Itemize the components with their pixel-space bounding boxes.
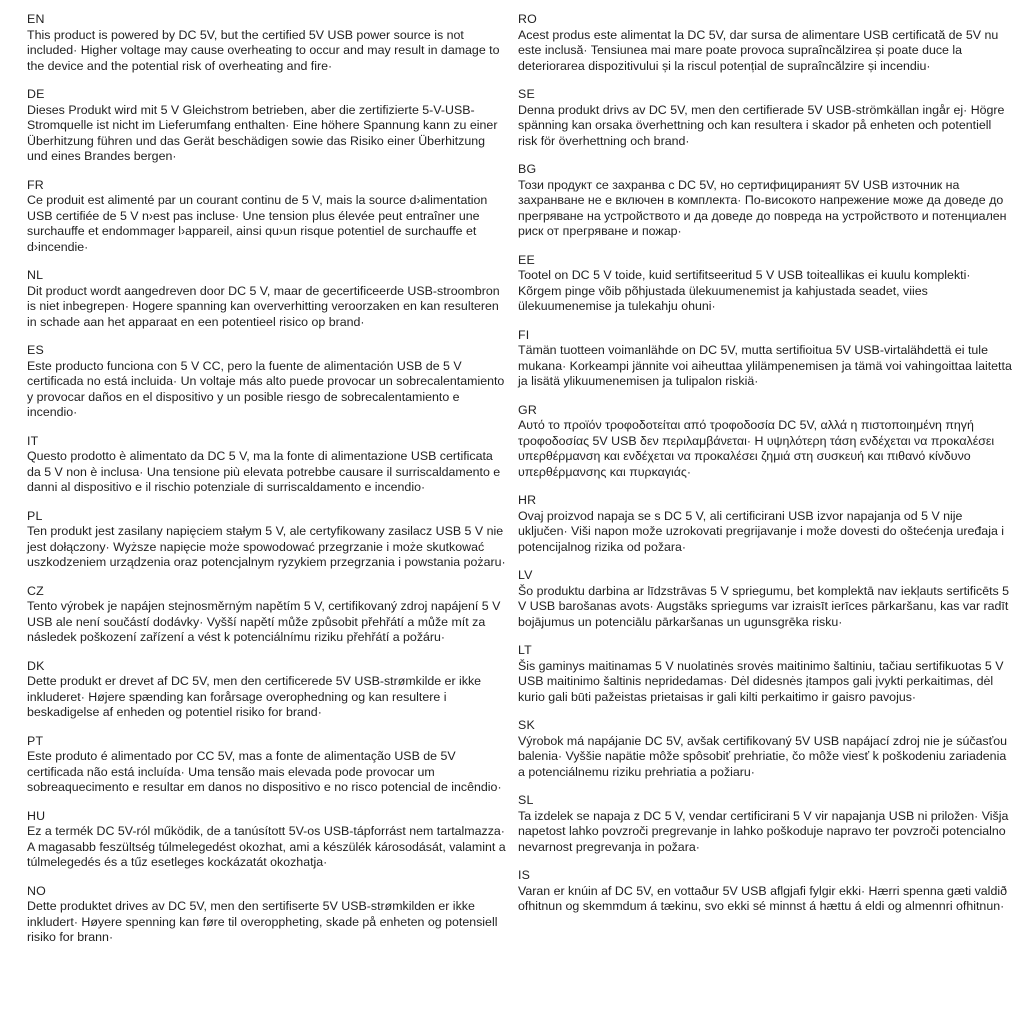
language-text: Αυτό το προϊόν τροφοδοτείται από τροφοδοσία DC 5V, αλλά η πιστοποιημένη πηγή τροφοδοσίας 5V USB δεν περιλαμβάνεται· Η υψηλότερη τάση ενδέχεται να προκαλέσει υπερθέρμανση και ενδέχεται να προκαλέσει ζημιά στη συσκευή και πιθανό κίνδυνο υπερθέρμανσης και πυρκαγιάς· bbox=[518, 418, 995, 479]
language-text: Ovaj proizvod napaja se s DC 5 V, ali certificirani USB izvor napajanja od 5 V nije uključen· Viši napon može uzrokovati pregrijavanje i može dovesti do oštećenja uređaja i potencijalnog rizika od požara· bbox=[518, 508, 1005, 554]
language-code: SK bbox=[518, 718, 535, 732]
language-text: Questo prodotto è alimentato da DC 5 V, ma la fonte di alimentazione USB certificata da 5 V non è inclusa· Una tensione più elevata potrebbe causare il surriscaldamento e danni al dispositivo e il rischio potenziale di surriscaldamento e incendio· bbox=[27, 449, 501, 494]
language-text: Ez a termék DC 5V-ról működik, de a tanúsított 5V-os USB-tápforrást nem tartalmazza· A magasabb feszültség túlmelegedést okozhat, ami a készülék károsodását, valamint a túlmelegedés és a tűz esetleges kockázatát okozhatja· bbox=[27, 824, 506, 869]
language-code: HU bbox=[27, 808, 46, 823]
language-code: NO bbox=[27, 883, 46, 898]
language-code: LT bbox=[518, 643, 532, 657]
language-code: EN bbox=[27, 12, 45, 26]
language-text: Denna produkt drivs av DC 5V, men den certifierade 5V USB-strömkällan ingår ej· Högre spänning kan orsaka överhettning och kan resultera i skador på enheten och potentiell risk för överhettning och brand· bbox=[518, 102, 1005, 148]
language-text: Tento výrobek je napájen stejnosměrným napětím 5 V, certifikovaný zdroj napájení 5 V USB ale není součástí dodávky· Vyšší napětí může způsobit přehřátí a může mít za následek poškození zařízení a vést k potenciálnímu riziku přehřátí a požáru· bbox=[27, 599, 501, 644]
language-section bbox=[27, 12, 508, 74]
language-code: FI bbox=[518, 327, 530, 342]
language-code: CZ bbox=[27, 583, 44, 598]
language-code: PT bbox=[27, 733, 44, 748]
language-code: DK bbox=[27, 658, 45, 673]
language-code: FR bbox=[27, 177, 44, 192]
language-section bbox=[518, 162, 1012, 240]
language-text: Acest produs este alimentat la DC 5V, dar sursa de alimentare USB certificată de 5V nu este inclusă· Tensiunea mai mare poate provoca supraîncălzirea și poate duce la deteriorarea dispozitivului și la riscul potențial de supraîncălzire și incendiu· bbox=[518, 27, 999, 73]
language-section bbox=[27, 659, 508, 721]
language-text: Tootel on DC 5 V toide, kuid sertifitseeritud 5 V USB toiteallikas ei kuulu komplekti· Kõrgem pinge võib põhjustada ülekuumenemist ja kahjustada seadet, viies ülekuumenemise ja tulekahju ohuni· bbox=[518, 268, 971, 313]
language-text: Този продукт се захранва с DC 5V, но сертифицираният 5V USB източник на захранване не е включен в комплекта· По-високото напрежение може да доведе до прегряване на устройството и да доведе до повреда на устройството и потенциален риск от прегряване и пожар· bbox=[518, 177, 1007, 238]
language-code: SE bbox=[518, 87, 535, 101]
language-text: Tämän tuotteen voimanlähde on DC 5V, mutta sertifioitua 5V USB-virtalähdettä ei tule mukana· Korkeampi jännite voi aiheuttaa ylilämpenemisen ja tämä voi vahingoittaa laitetta ja lisätä ylikuumenemisen ja tulipalon riskiä· bbox=[518, 343, 1012, 388]
language-code: GR bbox=[518, 402, 537, 417]
language-text: Ten produkt jest zasilany napięciem stałym 5 V, ale certyfikowany zasilacz USB 5 V nie jest dołączony· Wyższe napięcie może spowodować przegrzanie i może skutkować uszkodzeniem urządzenia oraz potencjalnym ryzykiem przegrzania i powstania pożaru· bbox=[27, 524, 506, 569]
language-section bbox=[518, 403, 1012, 481]
language-text: Šis gaminys maitinamas 5 V nuolatinės srovės maitinimo šaltiniu, tačiau sertifikuotas 5 V USB maitinimo šaltinis nepridedamas· Dėl didesnės įtampos gali įvykti perkaitimas, dėl kurio gali būti pažeistas prietaisas ir gali kilti perkaitimo ir gaisro pavojus· bbox=[518, 658, 1004, 704]
language-section bbox=[518, 718, 1012, 780]
language-code: EE bbox=[518, 252, 535, 267]
language-section bbox=[27, 268, 508, 330]
language-code: ES bbox=[27, 343, 44, 357]
language-code: SL bbox=[518, 793, 534, 807]
language-text: Este produto é alimentado por CC 5V, mas a fonte de alimentação USB de 5V certificada não está incluída· Uma tensão mais elevada pode provocar um sobreaquecimento e resultar em danos no dispositivo e no risco potencial de incêndio· bbox=[27, 749, 502, 794]
language-section bbox=[518, 868, 1012, 915]
language-section bbox=[518, 568, 1012, 630]
language-section bbox=[518, 643, 1012, 705]
left-column bbox=[27, 12, 508, 1024]
language-section bbox=[518, 12, 1012, 74]
language-code: HR bbox=[518, 493, 537, 507]
language-text: Este producto funciona con 5 V CC, pero la fuente de alimentación USB de 5 V certificada no está incluida· Un voltaje más alto puede provocar un sobrecalentamiento y provocar daños en el dispositivo y un posible riesgo de sobrecalentamiento e incendio· bbox=[27, 358, 505, 419]
language-section bbox=[518, 87, 1012, 149]
language-code: IS bbox=[518, 868, 531, 882]
language-text: Dieses Produkt wird mit 5 V Gleichstrom betrieben, aber die zertifizierte 5-V-USB-Stromquelle ist nicht im Lieferumfang enthalten· Eine höhere Spannung kann zu einer Überhitzung führen und das Gerät beschädigen sowie das Risiko einer Überhitzung und eines Brandes bergen· bbox=[27, 102, 498, 163]
language-section bbox=[518, 253, 1012, 315]
language-code: IT bbox=[27, 433, 39, 448]
language-section bbox=[518, 493, 1012, 555]
language-section bbox=[27, 509, 508, 571]
language-text: Dit product wordt aangedreven door DC 5 V, maar de gecertificeerde USB-stroombron is niet inbegrepen· Hogere spanning kan oververhitting veroorzaken en kan resulteren in schade aan het apparaat en een potentieel risico op brand· bbox=[27, 283, 500, 329]
language-code: NL bbox=[27, 268, 44, 282]
language-text: Výrobok má napájanie DC 5V, avšak certifikovaný 5V USB napájací zdroj nie je súčasťou balenia· Vyššie napätie môže spôsobiť prehriatie, čo môže viesť k poškodeniu zariadenia a potenciálnemu riziku prehriatia a požiaru· bbox=[518, 733, 1008, 779]
language-section bbox=[518, 793, 1012, 855]
language-text: Ce produit est alimenté par un courant continu de 5 V, mais la source d›alimentation USB certifiée de 5 V n›est pas incluse· Une tension plus élevée peut entraîner une surchauffe et endommager l›appareil, ainsi qu›un risque potentiel de surchauffe et d›incendie· bbox=[27, 193, 488, 254]
language-section bbox=[27, 343, 508, 421]
language-text: Dette produktet drives av DC 5V, men den sertifiserte 5V USB-strømkilden er ikke inkludert· Høyere spenning kan føre til overoppheting, skade på enheten og potensiell risiko for brann· bbox=[27, 899, 498, 944]
language-text: Ta izdelek se napaja z DC 5 V, vendar certificirani 5 V vir napajanja USB ni priložen· Višja napetost lahko povzroči pregrevanje in lahko poškoduje napravo ter povzroči potencialno nevarnost pregrevanja in požara· bbox=[518, 808, 1009, 854]
language-section bbox=[27, 584, 508, 646]
language-text: This product is powered by DC 5V, but the certified 5V USB power source is not included· Higher voltage may cause overheating to occur and may result in damage to the device and the potential risk of overheating and fire· bbox=[27, 27, 500, 73]
right-column bbox=[518, 12, 1012, 1024]
language-text: Varan er knúin af DC 5V, en vottaður 5V USB aflgjafi fylgir ekki· Hærri spenna gæti valdið ofhitnun og skemmdum á tækinu, svo ekki sé minnst á hættu á eldi og almennri ofhitnun· bbox=[518, 883, 1007, 913]
language-code: RO bbox=[518, 12, 537, 26]
language-code: PL bbox=[27, 508, 43, 523]
language-section bbox=[27, 884, 508, 946]
language-code: LV bbox=[518, 568, 533, 582]
language-text: Dette produkt er drevet af DC 5V, men den certificerede 5V USB-strømkilde er ikke inkluderet· Højere spænding kan forårsage overophedning og kan resultere i beskadigelse af enheden og potentiel risiko for brand· bbox=[27, 674, 482, 719]
language-code: DE bbox=[27, 87, 45, 101]
language-section bbox=[27, 434, 508, 496]
language-section bbox=[27, 809, 508, 871]
language-section bbox=[27, 87, 508, 165]
language-section bbox=[27, 734, 508, 796]
language-section bbox=[27, 178, 508, 256]
language-code: BG bbox=[518, 162, 537, 176]
language-section bbox=[518, 328, 1012, 390]
language-text: Šo produktu darbina ar līdzstrāvas 5 V spriegumu, bet komplektā nav iekļauts sertificēts 5 V USB barošanas avots· Augstāks spriegums var izraisīt ierīces pārkaršanu, kas var radīt bojājumus un potenciālu pārkaršanas un ugunsgrēka risku· bbox=[518, 583, 1010, 629]
